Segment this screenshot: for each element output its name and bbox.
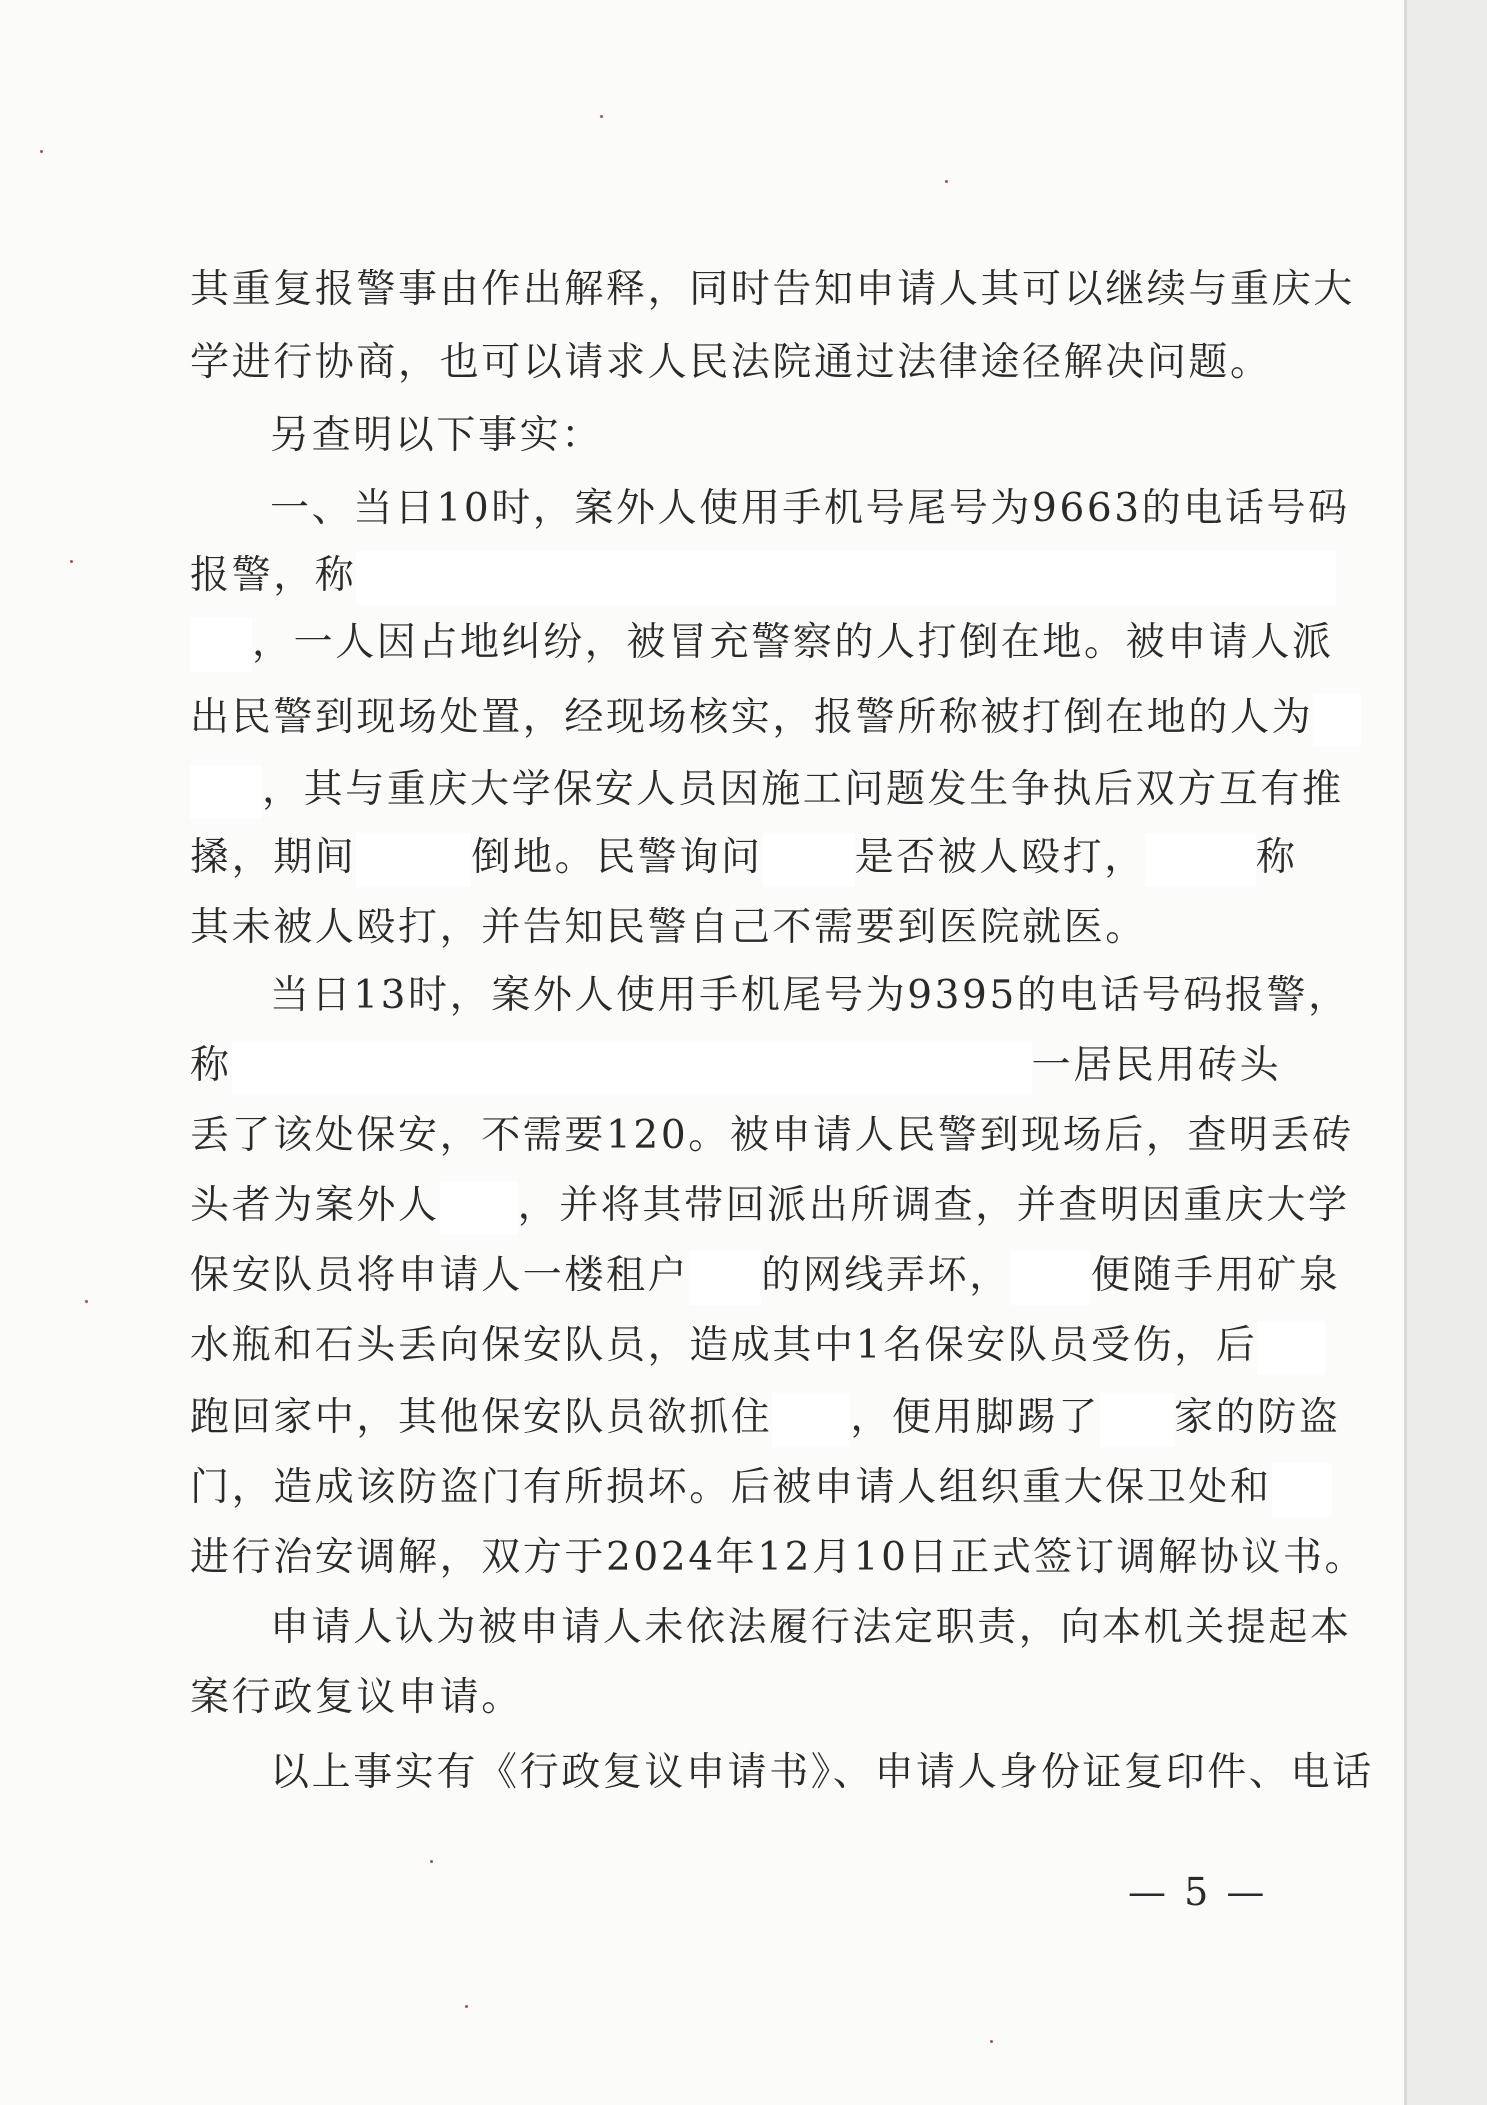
text-line <box>190 762 1344 819</box>
text-line <box>190 548 1336 605</box>
text-line: 案行政复议申请。 <box>190 1675 523 1720</box>
redaction-block <box>356 551 1336 605</box>
redaction-block <box>1257 1321 1325 1375</box>
scan-speck <box>85 1300 88 1303</box>
redaction-block <box>190 765 262 819</box>
text-line <box>190 1318 1325 1375</box>
text-segment: 报警，称 <box>190 553 357 598</box>
text-line: 另查明以下事实： <box>270 413 603 458</box>
text-segment: 是否被人殴打， <box>854 835 1146 880</box>
text-segment: ，便用脚踢了 <box>850 1395 1101 1440</box>
redaction-block <box>190 618 252 672</box>
redaction-block <box>1146 833 1256 887</box>
text-segment: 门，造成该防盗门有所损坏。后被申请人组织重大保卫处和 <box>190 1465 1272 1510</box>
text-line <box>190 1460 1332 1517</box>
text-segment: 出民警到现场处置，经现场核实，报警所称被打倒在地的人为 <box>190 695 1314 740</box>
scan-speck <box>945 180 948 183</box>
scan-edge <box>1404 0 1487 2105</box>
text-line: 一、当日10时，案外人使用手机号尾号为9663的电话号码 <box>270 486 1350 531</box>
redaction-block <box>1313 693 1361 747</box>
scan-speck <box>430 1860 433 1863</box>
text-line: 学进行协商，也可以请求人民法院通过法律途径解决问题。 <box>190 340 1272 385</box>
text-segment: 称 <box>190 1043 232 1088</box>
text-line: 以上事实有《行政复议申请书》、申请人身份证复印件、电话 <box>270 1750 1374 1795</box>
text-line: 其重复报警事由作出解释，同时告知申请人其可以继续与重庆大 <box>190 267 1355 312</box>
text-line <box>190 690 1361 747</box>
redaction-block <box>772 1393 850 1447</box>
text-segment: 便随手用矿泉 <box>1090 1253 1341 1298</box>
text-segment: 保安队员将申请人一楼租户 <box>190 1253 690 1298</box>
text-line: 丢了该处保安，不需要120。被申请人民警到现场后，查明丢砖 <box>190 1113 1354 1158</box>
text-line: 进行治安调解，双方于2024年12月10日正式签订调解协议书。 <box>190 1535 1367 1580</box>
redaction-block <box>689 1251 761 1305</box>
text-line <box>190 1248 1340 1305</box>
text-segment: ，一人因占地纠纷，被冒充警察的人打倒在地。被申请人派 <box>252 620 1334 665</box>
redaction-block <box>1272 1463 1332 1517</box>
scan-speck <box>465 2005 468 2008</box>
text-line <box>190 1178 1350 1235</box>
text-segment: 家的防盗 <box>1174 1395 1341 1440</box>
text-segment: 跑回家中，其他保安队员欲抓住 <box>190 1395 773 1440</box>
scan-speck <box>70 560 73 563</box>
text-line: 申请人认为被申请人未依法履行法定职责，向本机关提起本 <box>270 1605 1352 1650</box>
text-segment: 一居民用砖头 <box>1031 1043 1282 1088</box>
text-line <box>190 830 1297 887</box>
text-segment: 水瓶和石头丢向保安队员，造成其中1名保安队员受伤，后 <box>190 1323 1258 1368</box>
redaction-block <box>232 1041 1032 1095</box>
text-segment: 头者为案外人 <box>190 1183 440 1228</box>
text-line <box>190 1038 1281 1095</box>
text-line: 当日13时，案外人使用手机尾号为9395的电话号码报警， <box>270 973 1350 1018</box>
text-line <box>190 1390 1340 1447</box>
page-number: — 5 — <box>1128 1870 1268 1914</box>
redaction-block <box>356 833 471 887</box>
scan-speck <box>990 2040 993 2043</box>
redaction-block <box>440 1181 518 1235</box>
scan-speck <box>600 115 603 118</box>
text-segment: 称 <box>1255 835 1298 880</box>
redaction-block <box>1100 1393 1174 1447</box>
text-segment: 的网线弄坏， <box>761 1253 1011 1298</box>
redaction-block <box>763 833 855 887</box>
text-line: 其未被人殴打，并告知民警自己不需要到医院就医。 <box>190 905 1147 950</box>
text-segment: ，并将其带回派出所调查，并查明因重庆大学 <box>517 1183 1350 1228</box>
text-segment: ，其与重庆大学保安人员因施工问题发生争执后双方互有推 <box>262 767 1344 812</box>
text-segment: 搡，期间 <box>190 835 357 880</box>
text-segment: 倒地。民警询问 <box>471 835 763 880</box>
scan-speck <box>40 150 43 153</box>
text-line <box>190 615 1334 672</box>
redaction-block <box>1011 1251 1091 1305</box>
